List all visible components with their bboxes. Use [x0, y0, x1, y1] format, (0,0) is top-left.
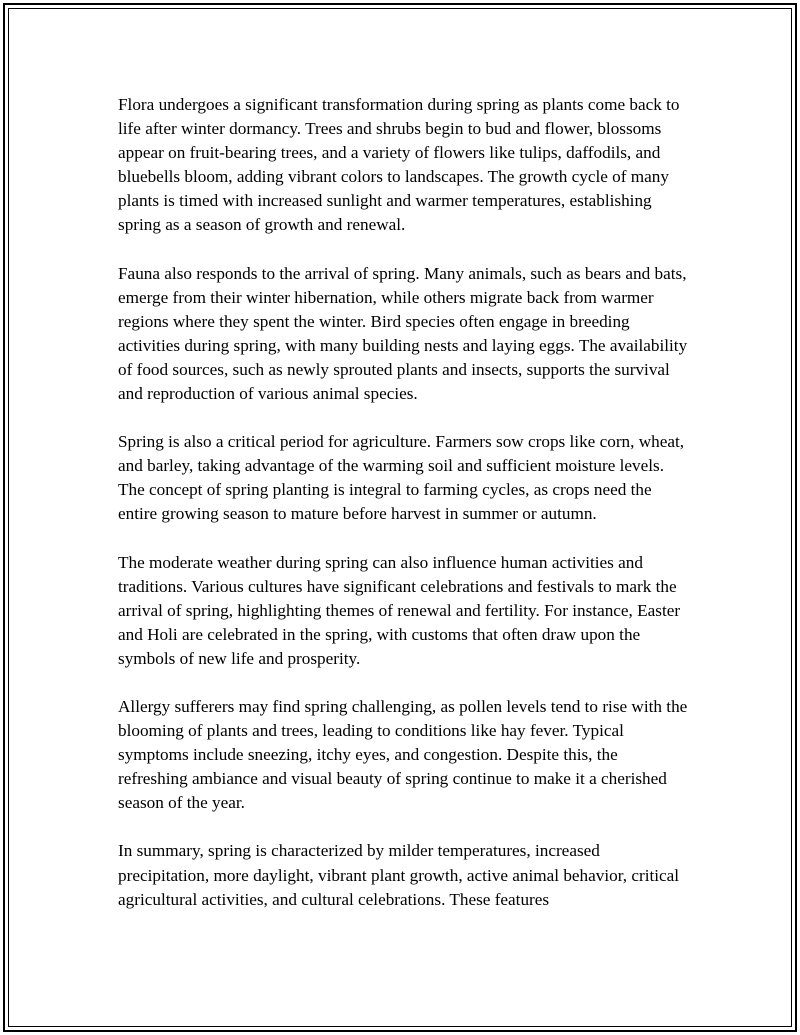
document-body — [118, 93, 690, 936]
paragraph-agriculture: Spring is also a critical period for agriculture. Farmers sow crops like corn, wheat, and barley, taking advantage of the warming soil and sufficient moisture levels. The concept of spring planting is integral to farming cycles, as crops need the entire growing season to mature before harvest in summer or autumn. — [118, 432, 685, 524]
paragraph-allergies: Allergy sufferers may find spring challenging, as pollen levels tend to rise with the blooming of plants and trees, leading to conditions like hay fever. Typical symptoms include sneezing, itchy eyes, and congestion. Despite this, the refreshing ambiance and visual beauty of spring continue to make it a cherished season of the year. — [118, 696, 688, 813]
paragraph-fauna: Fauna also responds to the arrival of spring. Many animals, such as bears and bats, emerge from their winter hibernation, while others migrate back from warmer regions where they spent the winter. Bird species often engage in breeding activities during spring, with many building nests and laying eggs. The availability of food sources, such as newly sprouted plants and insects, supports the survival and reproduction of various animal species. — [118, 263, 688, 404]
paragraph-traditions: The moderate weather during spring can also influence human activities and traditions. Various cultures have significant celebrations and festivals to mark the arrival of spring, highlighting themes of renewal and fertility. For instance, Easter and Holi are celebrated in the spring, with customs that often draw upon the symbols of new life and prosperity. — [118, 552, 681, 668]
paragraph-summary: In summary, spring is characterized by milder temperatures, increased precipitation, more daylight, vibrant plant growth, active animal behavior, critical agricultural activities, and cultural celebrations. These features — [118, 841, 680, 909]
paragraph-flora: Flora undergoes a significant transformation during spring as plants come back to life after winter dormancy. Trees and shrubs begin to bud and flower, blossoms appear on fruit-bearing trees, and a variety of flowers like tulips, daffodils, and bluebells bloom, adding vibrant colors to landscapes. The growth cycle of many plants is timed with increased sunlight and warmer temperatures, establishing spring as a season of growth and renewal. — [118, 95, 680, 235]
